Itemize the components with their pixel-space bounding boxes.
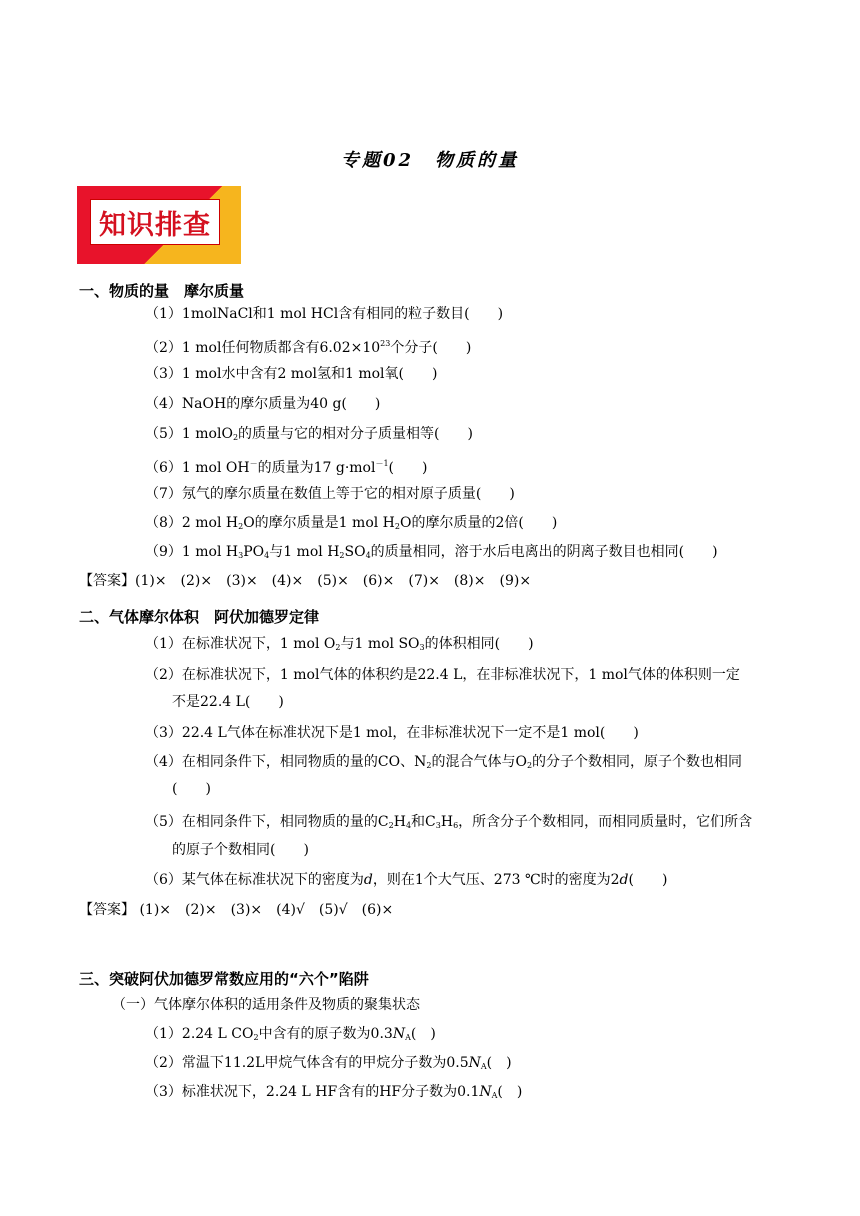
s1-item-6: （6）1 mol OH－的质量为17 g·mol$^{-1}$( ) [145, 459, 428, 476]
s1-item-7: （7）氖气的摩尔质量在数值上等于它的相对原子质量( ) [145, 486, 515, 502]
s1-item-1: （1）1molNaCl和1 mol HCl含有相同的粒子数目( ) [145, 306, 504, 322]
banner-label: 知识排查 [90, 199, 220, 245]
s1-answer: 【答案】(1)× (2)× (3)× (4)× (5)× (6)× (7)× (8)× (9)× [79, 573, 532, 589]
s3-item-1: （1）2.24 L $CO_2$中含有的原子数为$0.3N_A$( ) [145, 1026, 436, 1042]
s1-item-4: （4）NaOH的摩尔质量为40 g( ) [145, 396, 381, 412]
s2-item-5-cont: 的原子个数相同( ) [172, 842, 309, 858]
section-banner [77, 186, 241, 264]
s2-item-4: （4）在相同条件下，相同物质的量的CO、$N_2$的混合气体与$O_2$的分子个数相同，原子个数也相同 [145, 754, 743, 770]
section-3-heading: 三、突破阿伏加德罗常数应用的“六个”陷阱 [79, 970, 369, 988]
s3-item-3: （3）标准状况下，2.24 L HF含有的HF分子数为$0.1N_A$( ) [145, 1084, 523, 1100]
s2-item-2-cont: 不是22.4 L( ) [172, 694, 284, 710]
s3-subheading: （一）气体摩尔体积的适用条件及物质的聚集状态 [112, 997, 420, 1013]
s2-item-4-cont: ( ) [172, 781, 211, 797]
s2-item-3: （3）22.4 L气体在标准状况下是1 mol，在非标准状况下一定不是1 mol( ) [145, 725, 639, 741]
section-2-heading: 二、气体摩尔体积 阿伏加德罗定律 [79, 608, 320, 626]
s2-item-5: （5）在相同条件下，相同物质的量的$C_2H_4$和$C_3H_6$，所含分子个数相同，而相同质量时，它们所含 [145, 814, 753, 830]
s1-item-5: （5）1 molO$_2$的质量与它的相对分子质量相等( ) [145, 426, 473, 442]
s3-item-2: （2）常温下11.2L甲烷气体含有的甲烷分子数为$0.5N_A$( ) [145, 1055, 512, 1071]
section-1-heading: 一、物质的量 摩尔质量 [79, 282, 245, 300]
s1-item-2: （2）1 mol任何物质都含有$6.02\times 10^{23}$个分子( ) [145, 339, 472, 356]
s1-item-9: （9）1 mol $H_3PO_4$与1 mol $H_2SO_4$的质量相同，溶于水后电离出的阴离子数目也相同( ) [145, 544, 718, 560]
s1-item-3: （3）1 mol水中含有2 mol氢和1 mol氧( ) [145, 366, 438, 382]
s2-item-2: （2）在标准状况下，1 mol气体的体积约是22.4 L，在非标准状况下，1 mol气体的体积则一定 [145, 667, 740, 683]
s2-item-6: （6）某气体在标准状况下的密度为d，则在1个大气压、273 ℃时的密度为2d( ) [145, 872, 668, 888]
s2-item-1: （1）在标准状况下，1 mol $O_2$与1 mol $SO_3$的体积相同( ) [145, 636, 534, 652]
page-title: 专题02 物质的量 [340, 150, 520, 171]
s1-item-8: （8）2 mol $H_2O$的摩尔质量是1 mol $H_2O$的摩尔质量的2倍( ) [145, 515, 558, 531]
s2-answer: 【答案】 (1)× (2)× (3)× (4)√ (5)√ (6)× [79, 902, 394, 918]
